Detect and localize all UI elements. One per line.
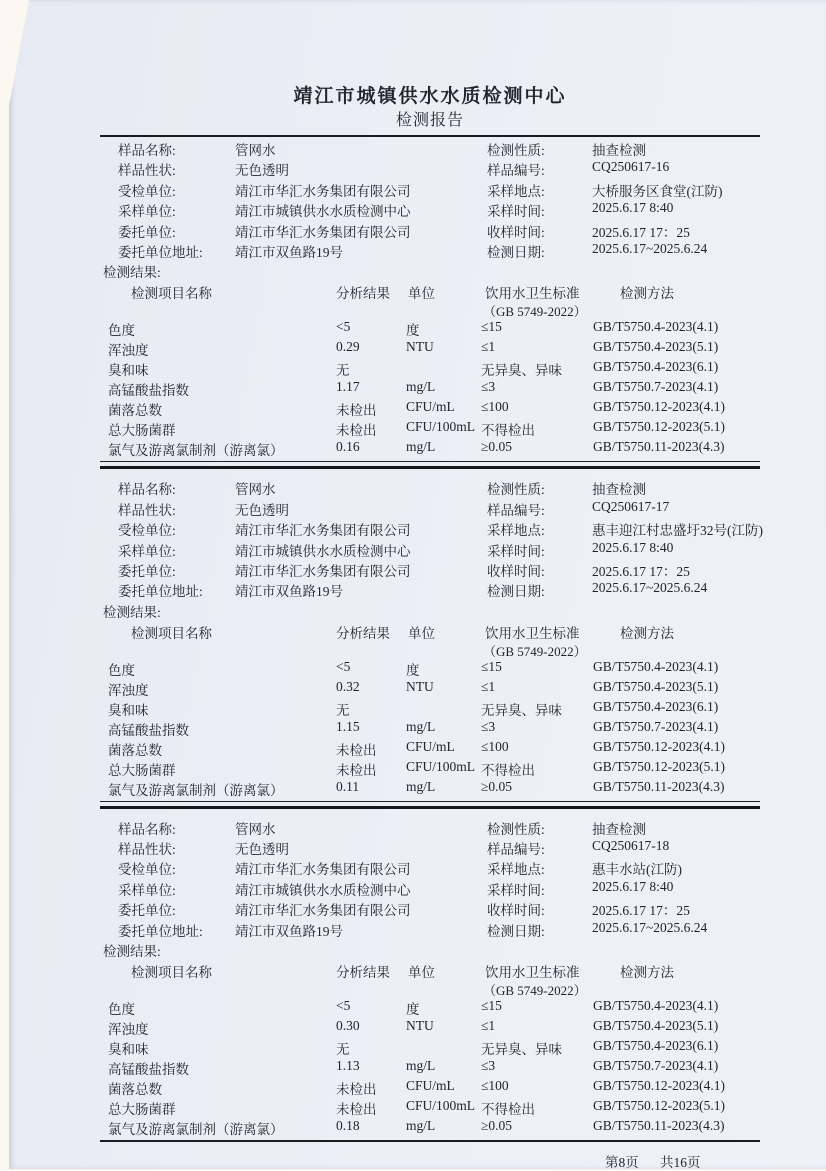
info-row	[100, 578, 760, 598]
table-row	[100, 1017, 760, 1037]
info-label-left: 采样单位:	[118, 204, 176, 220]
info-label-right: 采样时间:	[487, 882, 545, 898]
cell-standard: ≤15	[481, 658, 502, 674]
table-row	[100, 698, 760, 718]
cell-result: 0.32	[336, 678, 360, 694]
cell-item-name: 色度	[108, 1002, 135, 1018]
section-divider	[100, 461, 760, 476]
info-label-right: 采样地点:	[487, 523, 545, 539]
info-label-left: 采样单位:	[118, 882, 176, 898]
cell-standard: ≤1	[481, 678, 496, 694]
col-header-standard: 饮用水卫生标准	[485, 965, 580, 981]
page-total: 共16页	[660, 1155, 701, 1171]
cell-unit: CFU/mL	[406, 1078, 455, 1094]
cell-standard: ≤100	[481, 399, 509, 415]
cell-item-name: 总大肠菌群	[108, 423, 176, 439]
cell-item-name: 高锰酸盐指数	[108, 722, 189, 738]
info-value-left: 靖江市双鱼路19号	[235, 923, 343, 939]
info-value-right: CQ250617-16	[592, 159, 670, 175]
cell-method: GB/T5750.4-2023(5.1)	[593, 339, 719, 355]
info-value-right: 惠丰水站(江防)	[592, 862, 682, 878]
cell-result: 无	[336, 363, 350, 379]
cell-unit: mg/L	[406, 778, 436, 794]
info-value-left: 靖江市华汇水务集团有限公司	[235, 862, 411, 878]
info-label-right: 采样地点:	[487, 183, 545, 199]
info-label-left: 委托单位:	[118, 903, 176, 919]
info-label-left: 样品名称:	[118, 143, 176, 158]
cell-result: 0.30	[336, 1018, 360, 1034]
cell-standard: ≤3	[481, 379, 496, 395]
cell-method: GB/T5750.7-2023(4.1)	[593, 379, 719, 395]
col-header-unit: 单位	[408, 286, 435, 302]
info-value-right: 抽查检测	[592, 821, 646, 837]
info-row	[100, 877, 760, 897]
cell-standard: ≤15	[481, 319, 502, 335]
table-row	[100, 338, 760, 358]
cell-unit: 度	[406, 662, 420, 678]
info-label-left: 样品性状:	[118, 163, 176, 179]
table-row	[100, 438, 760, 458]
table-row	[100, 1077, 760, 1097]
info-row	[100, 538, 760, 558]
cell-unit: CFU/100mL	[406, 1098, 476, 1114]
info-label-right: 样品编号:	[487, 842, 545, 858]
standard-code-row	[100, 641, 760, 658]
cell-unit: 度	[406, 323, 420, 339]
results-heading: 检测结果:	[103, 265, 161, 281]
info-label-left: 样品性状:	[118, 502, 176, 518]
cell-standard: ≥0.05	[481, 439, 513, 455]
info-row	[100, 816, 760, 836]
cell-method: GB/T5750.11-2023(4.3)	[593, 1118, 725, 1134]
cell-method: GB/T5750.12-2023(5.1)	[593, 1098, 725, 1114]
results-table-header	[100, 622, 760, 641]
table-row	[100, 738, 760, 758]
cell-result: 0.18	[336, 1118, 360, 1134]
report-content	[100, 0, 763, 1171]
cell-unit: mg/L	[406, 439, 436, 455]
cell-method: GB/T5750.4-2023(4.1)	[593, 998, 719, 1014]
info-value-left: 靖江市双鱼路19号	[235, 244, 343, 260]
info-value-right: 2025.6.17 8:40	[592, 200, 674, 216]
info-label-right: 检测日期:	[487, 584, 545, 600]
info-label-right: 采样时间:	[487, 204, 545, 220]
cell-item-name: 高锰酸盐指数	[108, 383, 189, 399]
cell-item-name: 氯气及游离氯制剂（游离氯）	[108, 443, 284, 459]
cell-item-name: 色度	[108, 662, 135, 678]
results-table-header	[100, 961, 760, 980]
cell-method: GB/T5750.7-2023(4.1)	[593, 718, 719, 734]
col-header-unit: 单位	[408, 965, 435, 981]
cell-result: 未检出	[336, 423, 377, 439]
results-heading: 检测结果:	[103, 944, 161, 960]
section-divider	[100, 801, 760, 816]
sample-info	[100, 137, 760, 259]
scan-corner-artifact	[9, 0, 29, 105]
info-label-left: 委托单位地址:	[118, 584, 203, 600]
cell-unit: CFU/100mL	[406, 419, 476, 435]
cell-standard: ≤15	[481, 998, 502, 1014]
cell-method: GB/T5750.4-2023(4.1)	[593, 319, 719, 335]
info-label-left: 样品名称:	[118, 821, 176, 837]
cell-method: GB/T5750.4-2023(6.1)	[593, 359, 719, 375]
info-row	[100, 476, 760, 496]
cell-item-name: 臭和味	[108, 363, 149, 379]
info-row	[100, 178, 760, 198]
info-label-right: 检测性质:	[487, 143, 545, 158]
standard-code-row	[100, 980, 760, 997]
cell-item-name: 菌落总数	[108, 742, 162, 758]
standard-code-row	[100, 301, 760, 318]
cell-method: GB/T5750.12-2023(5.1)	[593, 419, 725, 435]
results-table	[100, 997, 760, 1137]
cell-result: 0.29	[336, 339, 360, 355]
cell-unit: mg/L	[406, 1058, 436, 1074]
info-value-left: 靖江市华汇水务集团有限公司	[235, 224, 411, 240]
cell-result: 未检出	[336, 742, 377, 758]
cell-method: GB/T5750.7-2023(4.1)	[593, 1058, 719, 1074]
cell-result: <5	[336, 998, 351, 1014]
col-header-item: 检测项目名称	[131, 965, 212, 981]
cell-result: 未检出	[336, 762, 377, 778]
col-header-standard: 饮用水卫生标准	[485, 286, 580, 302]
table-row	[100, 1037, 760, 1057]
cell-unit: mg/L	[406, 718, 436, 734]
info-value-right: 2025.6.17~2025.6.24	[592, 919, 708, 935]
cell-unit: CFU/mL	[406, 399, 455, 415]
info-label-left: 委托单位:	[118, 563, 176, 579]
cell-standard: ≤100	[481, 738, 509, 754]
results-table-header	[100, 282, 760, 301]
cell-result: 无	[336, 702, 350, 718]
cell-result: 1.13	[336, 1058, 360, 1074]
info-value-right: 2025.6.17 8:40	[592, 539, 674, 555]
cell-method: GB/T5750.12-2023(4.1)	[593, 1078, 725, 1094]
info-row	[100, 198, 760, 218]
info-label-right: 采样地点:	[487, 862, 545, 878]
page-footer	[100, 1151, 760, 1171]
cell-item-name: 总大肠菌群	[108, 1102, 176, 1118]
table-row	[100, 997, 760, 1017]
info-label-left: 样品名称:	[118, 482, 176, 498]
cell-item-name: 臭和味	[108, 702, 149, 718]
info-value-left: 靖江市城镇供水水质检测中心	[235, 882, 411, 898]
col-header-result: 分析结果	[336, 286, 390, 302]
info-value-left: 管网水	[235, 143, 276, 158]
info-row	[100, 836, 760, 856]
cell-standard: 不得检出	[481, 423, 535, 439]
cell-result: 1.17	[336, 379, 360, 395]
cell-result: 未检出	[336, 1082, 377, 1098]
table-row	[100, 1057, 760, 1077]
page-number: 第8页	[605, 1155, 639, 1171]
report-header	[100, 0, 760, 132]
standard-code: （GB 5749-2022）	[483, 643, 587, 659]
info-label-right: 收样时间:	[487, 224, 545, 240]
table-row	[100, 658, 760, 678]
info-value-right: 2025.6.17~2025.6.24	[592, 580, 708, 596]
info-value-right: 2025.6.17 17：25	[592, 224, 690, 240]
table-row	[100, 1117, 760, 1137]
page-title: 靖江市城镇供水水质检测中心	[293, 86, 567, 107]
cell-unit: CFU/mL	[406, 738, 455, 754]
cell-standard: 不得检出	[481, 1102, 535, 1118]
cell-method: GB/T5750.12-2023(5.1)	[593, 758, 725, 774]
cell-method: GB/T5750.11-2023(4.3)	[593, 778, 725, 794]
table-row	[100, 678, 760, 698]
info-row	[100, 897, 760, 917]
col-header-method: 检测方法	[620, 286, 674, 302]
info-label-right: 检测日期:	[487, 923, 545, 939]
results-table	[100, 658, 760, 798]
cell-result: 未检出	[336, 1102, 377, 1118]
cell-method: GB/T5750.12-2023(4.1)	[593, 399, 725, 415]
cell-unit: mg/L	[406, 379, 436, 395]
cell-standard: 无异臭、异味	[481, 702, 562, 718]
cell-unit: CFU/100mL	[406, 758, 476, 774]
info-value-left: 管网水	[235, 821, 276, 837]
cell-unit: mg/L	[406, 1118, 436, 1134]
info-label-left: 采样单位:	[118, 543, 176, 559]
cell-item-name: 色度	[108, 323, 135, 339]
table-row	[100, 758, 760, 778]
cell-item-name: 浑浊度	[108, 1022, 149, 1038]
info-value-right: 2025.6.17 8:40	[592, 878, 674, 894]
info-value-left: 靖江市华汇水务集团有限公司	[235, 523, 411, 539]
cell-method: GB/T5750.4-2023(6.1)	[593, 698, 719, 714]
info-row	[100, 219, 760, 239]
cell-item-name: 菌落总数	[108, 1082, 162, 1098]
col-header-standard: 饮用水卫生标准	[485, 625, 580, 641]
info-row	[100, 918, 760, 938]
info-value-right: 2025.6.17 17：25	[592, 563, 690, 579]
table-row	[100, 718, 760, 738]
info-value-left: 无色透明	[235, 163, 289, 179]
report-section-1	[100, 137, 760, 476]
info-value-right: 2025.6.17~2025.6.24	[592, 240, 708, 256]
table-row	[100, 318, 760, 338]
info-label-left: 样品性状:	[118, 842, 176, 858]
page-bottom-rule	[100, 1140, 760, 1151]
info-value-left: 靖江市华汇水务集团有限公司	[235, 903, 411, 919]
col-header-unit: 单位	[408, 625, 435, 641]
table-row	[100, 1097, 760, 1117]
info-value-left: 靖江市城镇供水水质检测中心	[235, 543, 411, 559]
cell-standard: 无异臭、异味	[481, 363, 562, 379]
cell-method: GB/T5750.4-2023(5.1)	[593, 1018, 719, 1034]
cell-unit: NTU	[406, 339, 434, 355]
table-row	[100, 778, 760, 798]
info-label-left: 受检单位:	[118, 183, 176, 199]
cell-standard: ≤1	[481, 1018, 496, 1034]
cell-result: 无	[336, 1042, 350, 1058]
info-row	[100, 239, 760, 259]
info-label-left: 受检单位:	[118, 523, 176, 539]
info-value-right: 大桥服务区食堂(江防)	[592, 183, 723, 199]
cell-standard: ≤3	[481, 1058, 496, 1074]
cell-item-name: 浑浊度	[108, 682, 149, 698]
cell-result: 0.16	[336, 439, 360, 455]
info-value-left: 管网水	[235, 482, 276, 498]
info-label-left: 受检单位:	[118, 862, 176, 878]
info-label-left: 委托单位:	[118, 224, 176, 240]
cell-standard: ≤3	[481, 718, 496, 734]
info-value-right: 2025.6.17 17：25	[592, 903, 690, 919]
report-subtitle: 检测报告	[395, 112, 464, 129]
results-heading: 检测结果:	[103, 604, 161, 620]
cell-item-name: 高锰酸盐指数	[108, 1062, 189, 1078]
info-value-right: 惠丰迎江村忠盛圩32号(江防)	[592, 523, 763, 539]
col-header-method: 检测方法	[620, 625, 674, 641]
cell-result: 0.11	[336, 778, 360, 794]
sample-info	[100, 476, 763, 600]
report-section-2	[100, 476, 763, 815]
info-value-left: 无色透明	[235, 502, 289, 518]
cell-item-name: 浑浊度	[108, 343, 149, 359]
cell-method: GB/T5750.11-2023(4.3)	[593, 439, 725, 455]
info-value-left: 靖江市城镇供水水质检测中心	[235, 204, 411, 220]
info-label-right: 样品编号:	[487, 163, 545, 179]
cell-method: GB/T5750.12-2023(4.1)	[593, 738, 725, 754]
info-row	[100, 558, 760, 578]
info-value-right: CQ250617-17	[592, 498, 670, 514]
info-value-right: 抽查检测	[592, 482, 646, 498]
info-label-right: 收样时间:	[487, 903, 545, 919]
info-value-left: 靖江市华汇水务集团有限公司	[235, 563, 411, 579]
cell-item-name: 总大肠菌群	[108, 762, 176, 778]
col-header-result: 分析结果	[336, 625, 390, 641]
info-label-right: 检测性质:	[487, 821, 545, 837]
info-row	[100, 157, 760, 177]
cell-result: <5	[336, 658, 351, 674]
cell-standard: 无异臭、异味	[481, 1042, 562, 1058]
cell-item-name: 氯气及游离氯制剂（游离氯）	[108, 782, 284, 798]
cell-standard: 不得检出	[481, 762, 535, 778]
cell-method: GB/T5750.4-2023(5.1)	[593, 678, 719, 694]
col-header-item: 检测项目名称	[131, 625, 212, 641]
table-row	[100, 358, 760, 378]
table-row	[100, 398, 760, 418]
info-value-left: 无色透明	[235, 842, 289, 858]
cell-item-name: 臭和味	[108, 1042, 149, 1058]
info-value-right: 抽查检测	[592, 143, 646, 158]
standard-code: （GB 5749-2022）	[483, 304, 587, 320]
cell-unit: NTU	[406, 1018, 434, 1034]
info-row	[100, 137, 760, 157]
cell-item-name: 菌落总数	[108, 403, 162, 419]
standard-code: （GB 5749-2022）	[483, 983, 587, 999]
col-header-item: 检测项目名称	[131, 286, 212, 302]
info-label-left: 委托单位地址:	[118, 923, 203, 939]
info-label-right: 检测日期:	[487, 244, 545, 260]
info-label-right: 采样时间:	[487, 543, 545, 559]
table-row	[100, 418, 760, 438]
cell-standard: ≥0.05	[481, 778, 513, 794]
col-header-result: 分析结果	[336, 965, 390, 981]
info-row	[100, 856, 760, 876]
col-header-method: 检测方法	[620, 965, 674, 981]
cell-result: 未检出	[336, 403, 377, 419]
cell-item-name: 氯气及游离氯制剂（游离氯）	[108, 1122, 284, 1138]
info-value-left: 靖江市华汇水务集团有限公司	[235, 183, 411, 199]
info-row	[100, 497, 760, 517]
cell-result: <5	[336, 319, 351, 335]
info-row	[100, 517, 763, 539]
info-value-right: CQ250617-18	[592, 838, 670, 854]
cell-standard: ≥0.05	[481, 1118, 513, 1134]
table-row	[100, 378, 760, 398]
results-table	[100, 318, 760, 458]
cell-unit: 度	[406, 1002, 420, 1018]
scanned-report-page	[9, 0, 826, 1169]
cell-standard: ≤100	[481, 1078, 509, 1094]
info-label-right: 检测性质:	[487, 482, 545, 498]
cell-standard: ≤1	[481, 339, 496, 355]
cell-unit: NTU	[406, 678, 434, 694]
cell-method: GB/T5750.4-2023(6.1)	[593, 1038, 719, 1054]
report-section-3	[100, 816, 760, 1151]
info-label-left: 委托单位地址:	[118, 244, 203, 260]
info-label-right: 收样时间:	[487, 563, 545, 579]
cell-result: 1.15	[336, 718, 360, 734]
info-value-left: 靖江市双鱼路19号	[235, 584, 343, 600]
sample-info	[100, 816, 760, 938]
info-label-right: 样品编号:	[487, 502, 545, 518]
cell-method: GB/T5750.4-2023(4.1)	[593, 658, 719, 674]
